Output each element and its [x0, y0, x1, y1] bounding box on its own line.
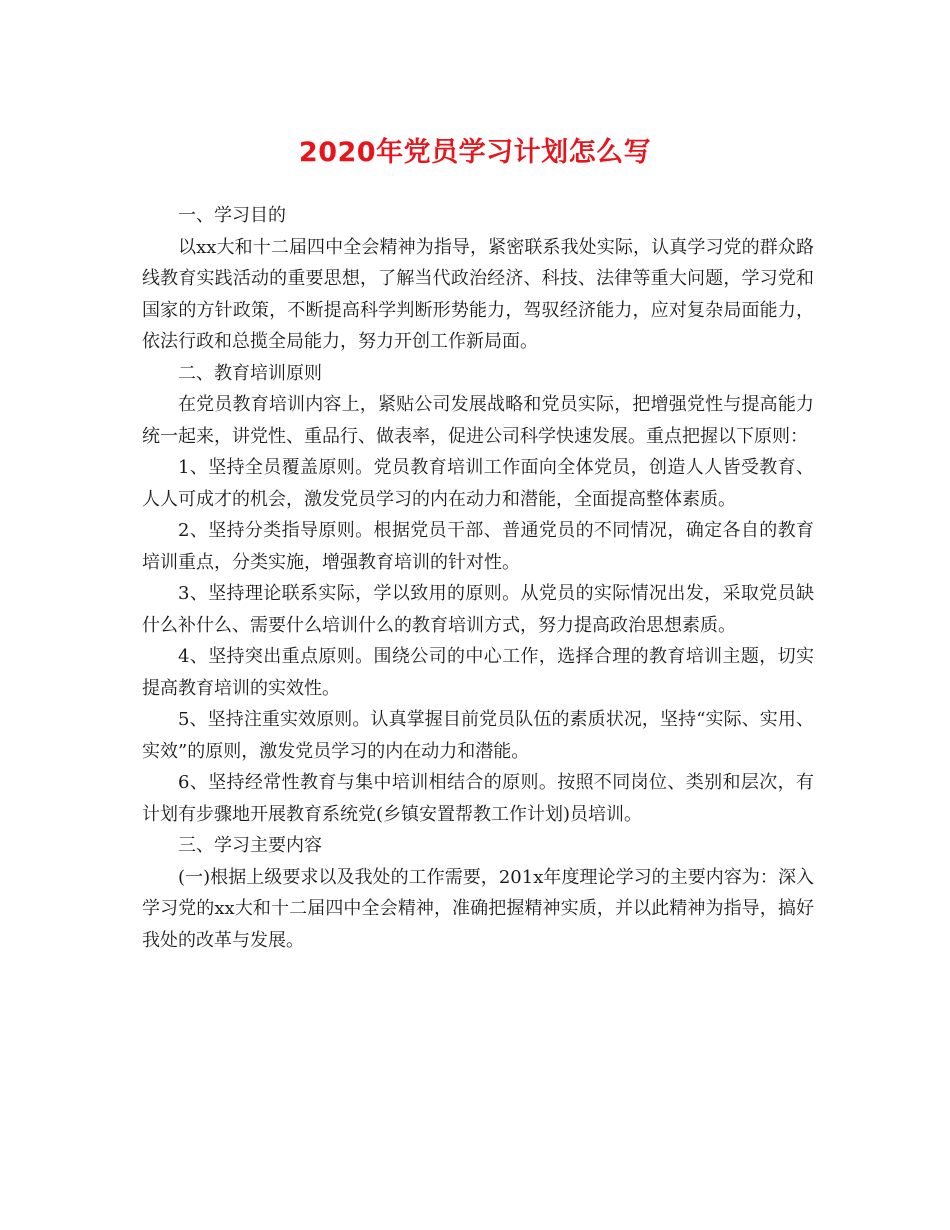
paragraph-learning-purpose: 以xx大和十二届四中全会精神为指导，紧密联系我处实际，认真学习党的群众路线教育实践活动的重要思想，了解当代政治经济、科技、法律等重大问题，学习党和国家的方针政策，不断提高科学判断形势能力，驾驭经济能力，应对复杂局面能力，依法行政和总揽全局能力，努力开创工作新局面。 [142, 236, 814, 352]
principle-item-5: 5、坚持注重实效原则。认真掌握目前党员队伍的素质状况，坚持“实际、实用、实效”的原则，激发党员学习的内在动力和潜能。 [142, 709, 814, 762]
document-body [142, 200, 814, 956]
heading-main-content: 三、学习主要内容 [178, 835, 322, 856]
principle-item-6: 6、坚持经常性教育与集中培训相结合的原则。按照不同岗位、类别和层次，有计划有步骤地开展教育系统党(乡镇安置帮教工作计划)员培训。 [142, 772, 814, 825]
principle-item-3: 3、坚持理论联系实际，学以致用的原则。从党员的实际情况出发，采取党员缺什么补什么、需要什么培训什么的教育培训方式，努力提高政治思想素质。 [142, 583, 814, 636]
principle-item-1: 1、坚持全员覆盖原则。党员教育培训工作面向全体党员，创造人人皆受教育、人人可成才的机会，激发党员学习的内在动力和潜能，全面提高整体素质。 [142, 457, 814, 510]
paragraph-training-principles-intro: 在党员教育培训内容上，紧贴公司发展战略和党员实际，把增强党性与提高能力统一起来，讲党性、重品行、做表率，促进公司科学快速发展。重点把握以下原则： [142, 394, 814, 447]
document-title: 2020年党员学习计划怎么写 [298, 137, 652, 168]
heading-training-principles: 二、教育培训原则 [178, 362, 322, 384]
principle-item-2: 2、坚持分类指导原则。根据党员干部、普通党员的不同情况，确定各自的教育培训重点，分类实施，增强教育培训的针对性。 [142, 520, 814, 573]
principle-item-4: 4、坚持突出重点原则。围绕公司的中心工作，选择合理的教育培训主题，切实提高教育培训的实效性。 [142, 646, 814, 699]
paragraph-main-content-1: (一)根据上级要求以及我处的工作需要，201x年度理论学习的主要内容为：深入学习党的xx大和十二届四中全会精神，准确把握精神实质，并以此精神为指导，搞好我处的改革与发展。 [142, 866, 814, 951]
heading-learning-purpose: 一、学习目的 [178, 205, 286, 226]
